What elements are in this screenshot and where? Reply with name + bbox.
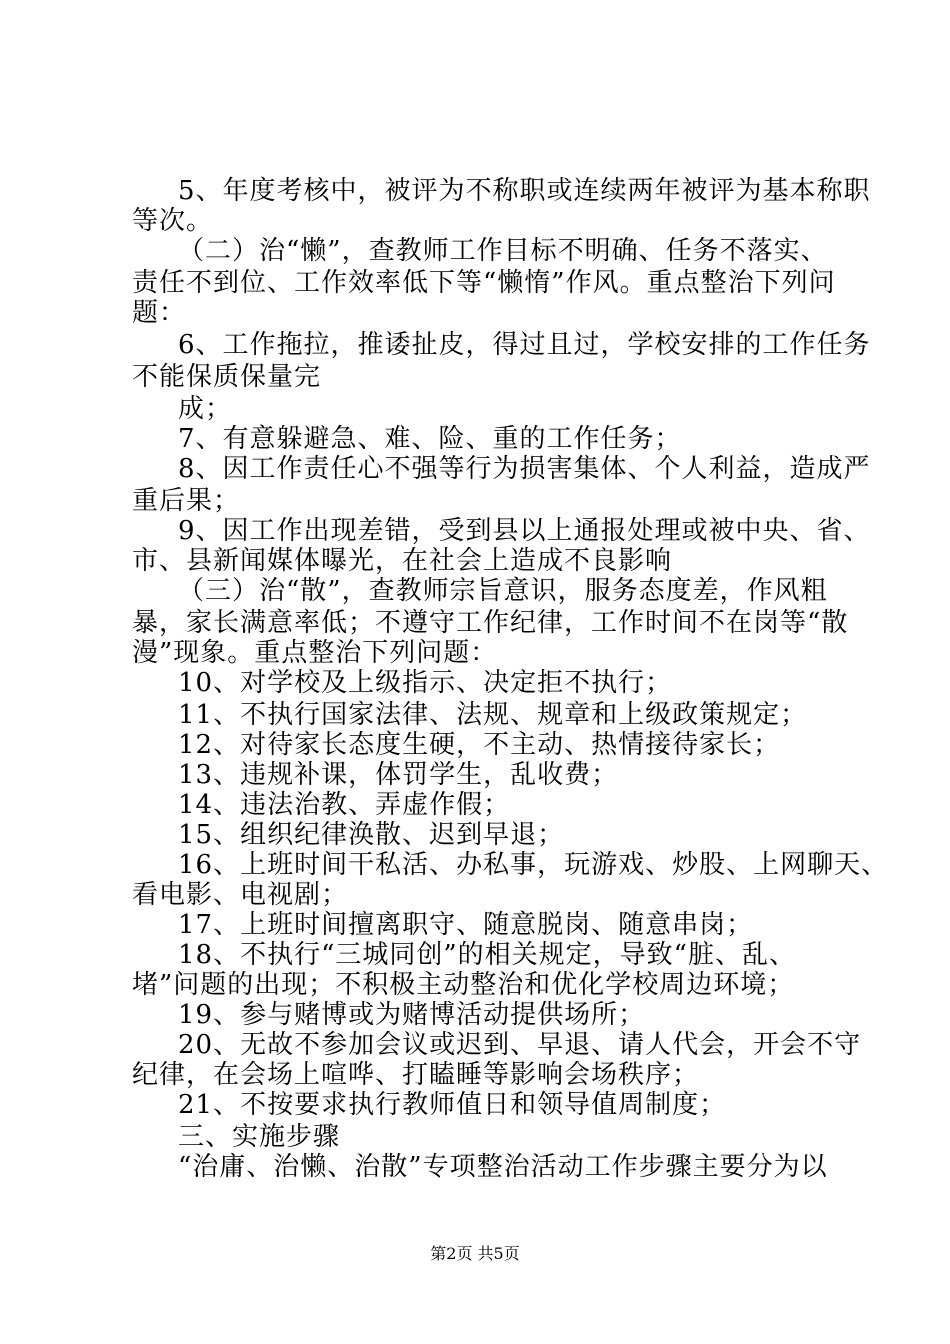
text-line: 题： (132, 298, 187, 328)
section-heading: （二）治“懒”，查教师工作目标不明确、任务不落实、 (178, 236, 828, 266)
text-line: 7、有意躲避急、难、险、重的工作任务； (178, 424, 682, 454)
text-line: “治庸、治懒、治散”专项整治活动工作步骤主要分为以 (178, 1152, 828, 1182)
text-line: 8、因工作责任心不强等行为损害集体、个人利益，造成严 (178, 454, 871, 484)
text-line: 15、组织纪律涣散、迟到早退； (178, 820, 565, 850)
text-line: 等次。 (132, 206, 214, 236)
text-line: 13、违规补课，体罚学生，乱收费； (178, 760, 619, 790)
text-line: 17、上班时间擅离职守、随意脱岗、随意串岗； (178, 910, 754, 940)
text-line: 19、参与赌博或为赌博活动提供场所； (178, 1000, 646, 1030)
text-line: 暴，家长满意率低；不遵守工作纪律，工作时间不在岗等“散 (132, 608, 849, 638)
text-line: 18、不执行“三城同创”的相关规定，导致“脏、乱、 (178, 940, 796, 970)
text-line: 16、上班时间干私活、办私事，玩游戏、炒股、上网聊天、 (178, 850, 889, 880)
text-line: 成； (178, 394, 233, 424)
text-line: 11、不执行国家法律、法规、规章和上级政策规定； (178, 700, 808, 730)
section-heading: （三）治“散”，查教师宗旨意识，服务态度差，作风粗 (178, 576, 828, 606)
text-line: 看电影、电视剧； (132, 880, 349, 910)
text-line: 纪律，在会场上喧哗、打瞌睡等影响会场秩序； (132, 1060, 700, 1090)
text-line: 责任不到位、工作效率低下等“懒惰”作风。重点整治下列问 (132, 268, 836, 298)
text-line: 重后果； (132, 486, 241, 516)
text-line: 漫”现象。重点整治下列问题： (132, 638, 498, 668)
text-line: 10、对学校及上级指示、决定拒不执行； (178, 668, 673, 698)
text-line: 20、无故不参加会议或迟到、早退、请人代会，开会不守 (178, 1030, 862, 1060)
text-line: 6、工作拖拉，推诿扯皮，得过且过，学校安排的工作任务 (178, 330, 871, 360)
text-line: 9、因工作出现差错，受到县以上通报处理或被中央、省、 (178, 516, 871, 546)
section-heading: 三、实施步骤 (178, 1122, 341, 1152)
text-line: 21、不按要求执行教师值日和领导值周制度； (178, 1090, 727, 1120)
text-line: 14、违法治教、弄虚作假； (178, 790, 511, 820)
page-footer: 第2页 共5页 (430, 1244, 520, 1263)
text-line: 12、对待家长态度生硬，不主动、热情接待家长； (178, 730, 781, 760)
text-line: 市、县新闻媒体曝光，在社会上造成不良影响 (132, 546, 673, 576)
text-line: 堵”问题的出现；不积极主动整治和优化学校周边环境； (132, 970, 795, 1000)
text-line: 不能保质保量完 (132, 362, 322, 392)
text-line: 5、年度考核中，被评为不称职或连续两年被评为基本称职 (178, 176, 871, 206)
